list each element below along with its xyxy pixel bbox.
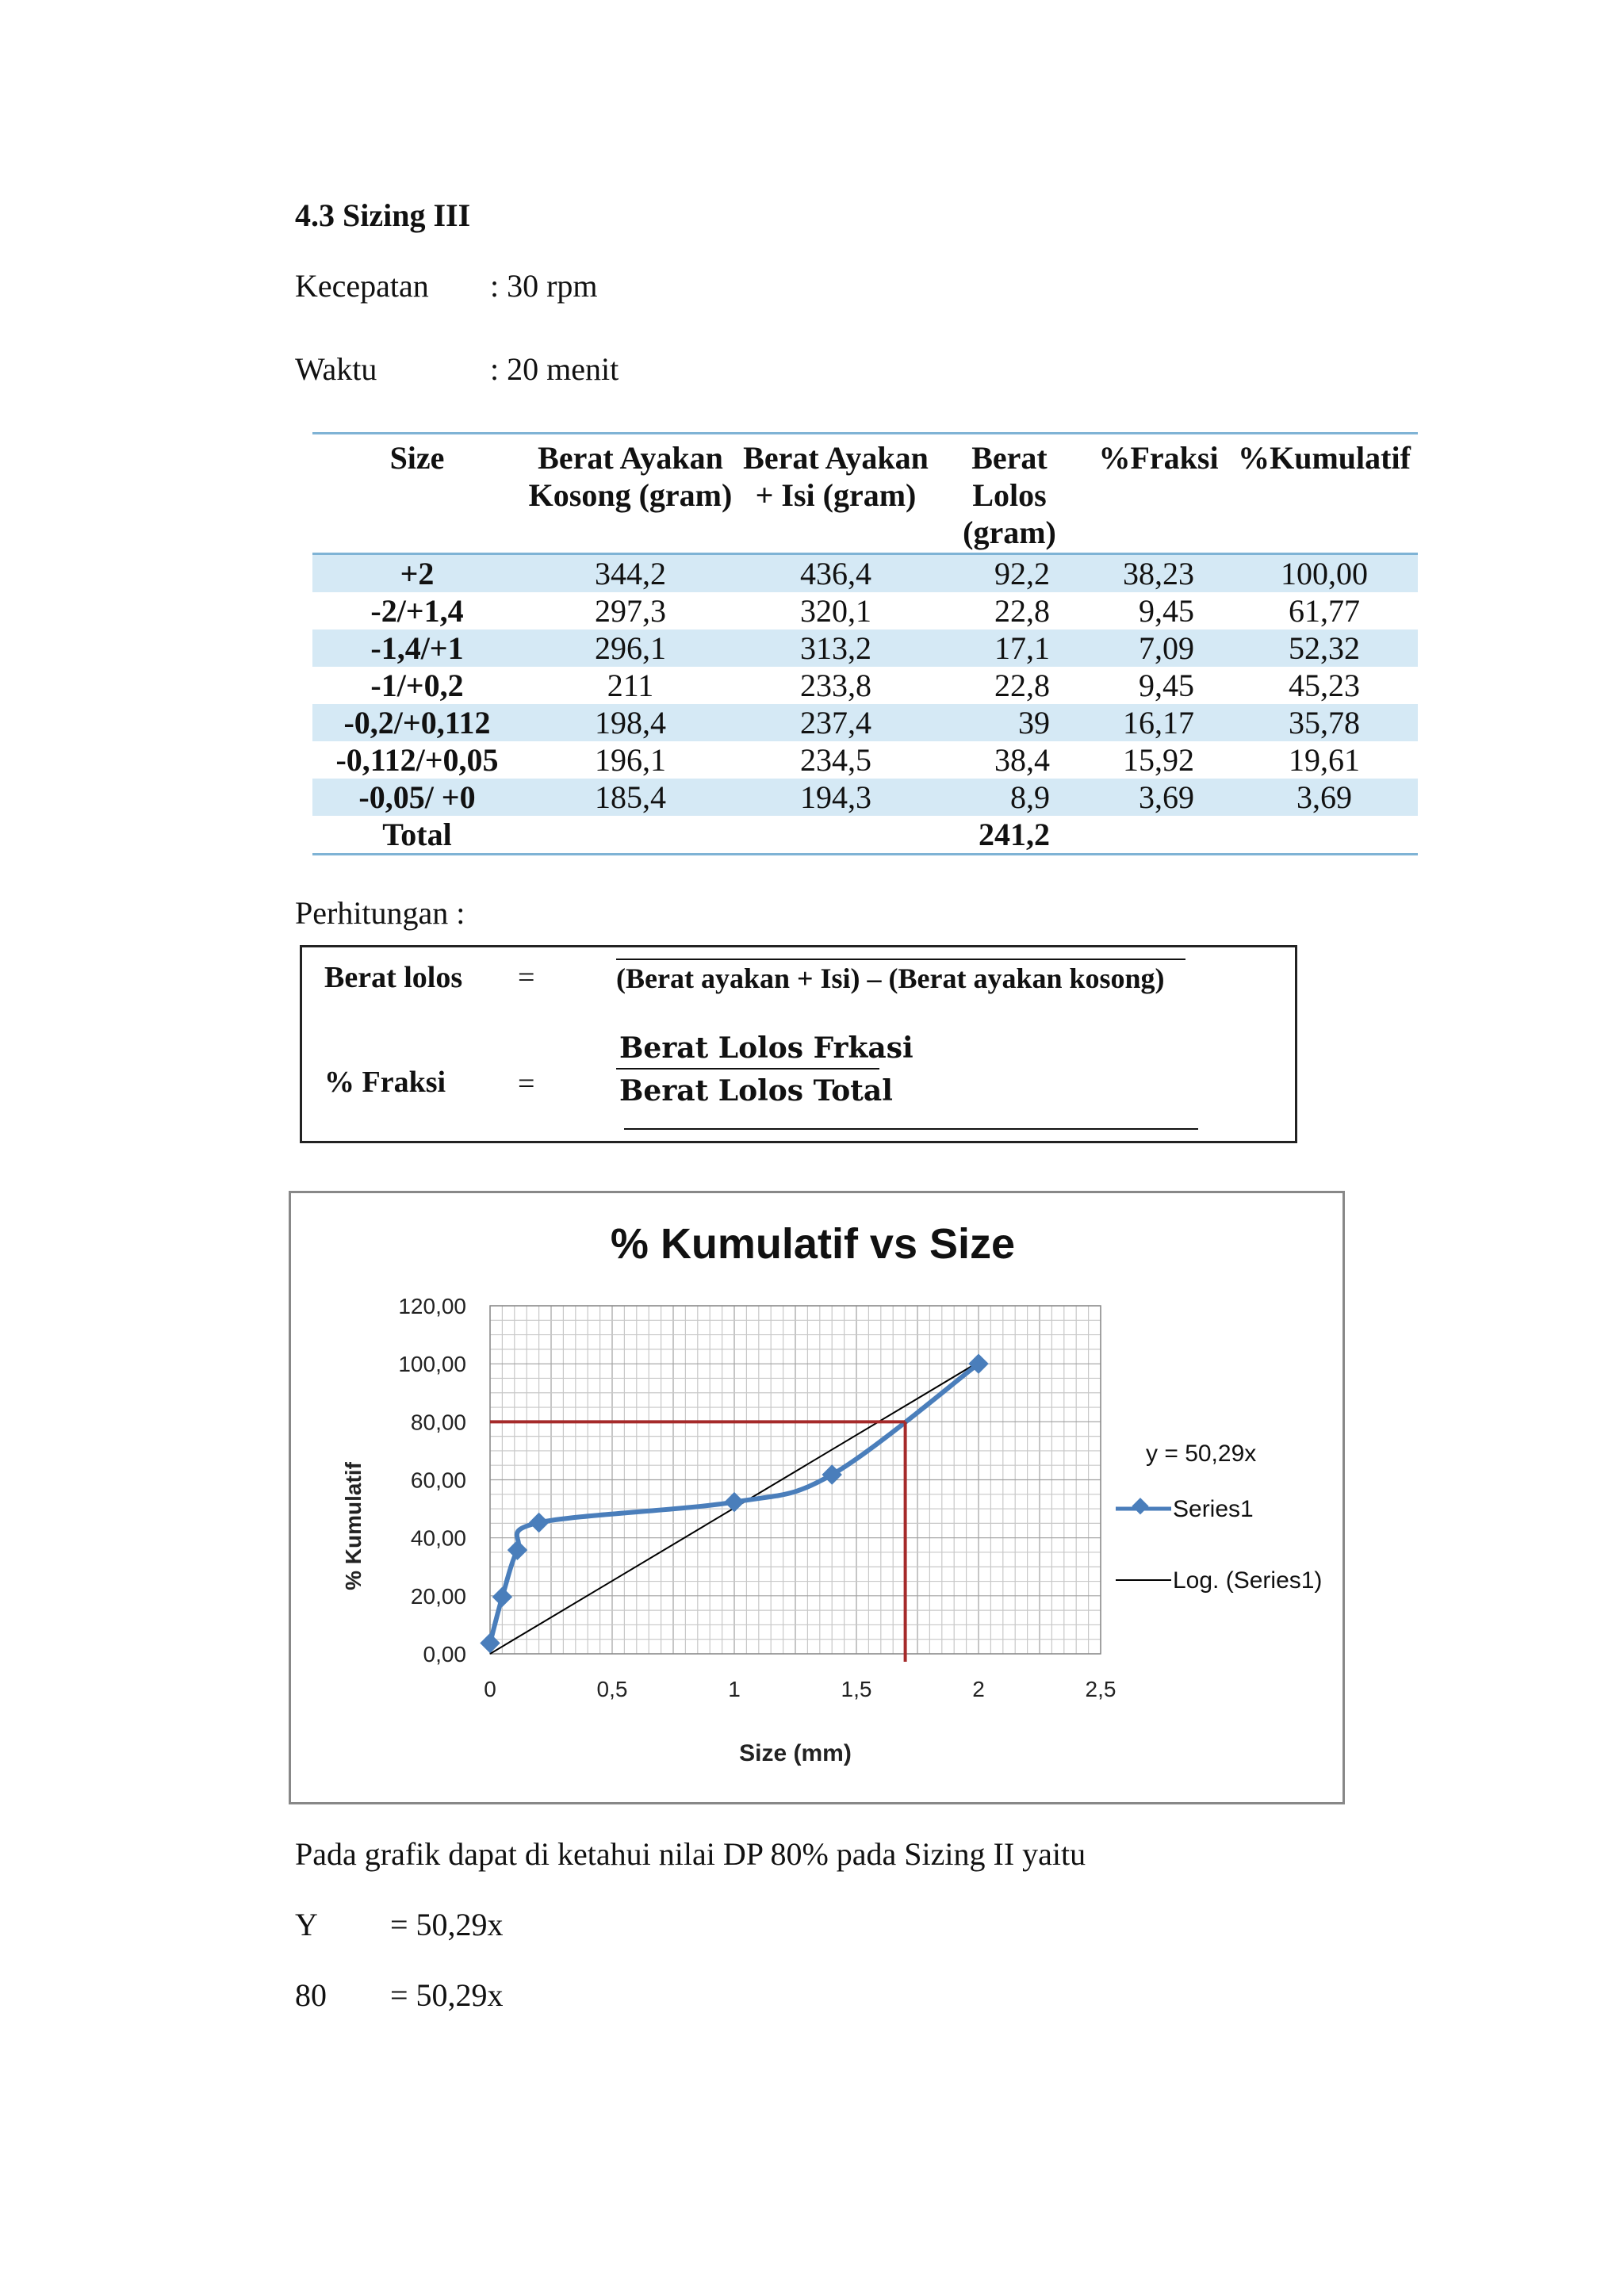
cell-fraksi: 15,92 bbox=[1123, 742, 1194, 778]
fraksi-equals: = bbox=[518, 1067, 535, 1100]
cell-isi: 234,5 bbox=[800, 742, 871, 778]
table-row bbox=[312, 592, 1418, 629]
cell-fraksi: 16,17 bbox=[1086, 704, 1231, 741]
fraksi-numerator: Berat Lolos Frkasi bbox=[619, 1031, 914, 1065]
chart-grid bbox=[490, 1306, 1101, 1654]
cell-kumulatif: 100,00 bbox=[1231, 554, 1418, 593]
berat-lolos-expression: (Berat ayakan + Isi) – (Berat ayakan kosong) bbox=[616, 962, 1165, 994]
cell-size: -1/+0,2 bbox=[370, 668, 464, 703]
fraksi-denominator: Berat Lolos Total bbox=[619, 1074, 893, 1108]
series1-marker bbox=[822, 1464, 841, 1484]
y-tick-label: 40,00 bbox=[410, 1525, 466, 1551]
formula-rule bbox=[616, 959, 1185, 960]
cell-kosong: 198,4 bbox=[522, 704, 739, 741]
equation-2-rhs: = 50,29x bbox=[390, 1977, 504, 2013]
x-tick-label: 2 bbox=[972, 1677, 985, 1701]
y-tick-label: 20,00 bbox=[410, 1583, 466, 1609]
cell-size: -0,2/+0,112 bbox=[312, 704, 522, 741]
x-tick-label: 2,5 bbox=[1085, 1677, 1116, 1701]
y-tick-label: 80,00 bbox=[410, 1410, 466, 1435]
cell-isi: 436,4 bbox=[739, 554, 933, 593]
table-row bbox=[312, 554, 1418, 593]
cell-isi: 237,4 bbox=[739, 704, 933, 741]
cell-kosong: 211 bbox=[607, 668, 654, 703]
cell-kumulatif: 35,78 bbox=[1231, 704, 1418, 741]
y-tick-label: 60,00 bbox=[410, 1468, 466, 1493]
cell-fraksi: 9,45 bbox=[1139, 593, 1194, 629]
cell-kumulatif: 19,61 bbox=[1289, 742, 1360, 778]
cell-isi: 320,1 bbox=[800, 593, 871, 629]
cell-empty bbox=[522, 816, 739, 855]
chart-legend bbox=[1116, 1496, 1322, 1594]
series1-marker bbox=[508, 1540, 527, 1559]
y-tick-label: 100,00 bbox=[398, 1352, 466, 1377]
table-row bbox=[312, 779, 1418, 816]
formula-box bbox=[300, 945, 1297, 1143]
conclusion-text: Pada grafik dapat di ketahui nilai DP 80% pada Sizing II yaitu bbox=[295, 1836, 1086, 1872]
legend-trendline-label: Log. (Series1) bbox=[1173, 1567, 1323, 1594]
table-row bbox=[312, 629, 1418, 667]
equation-2-lhs: 80 bbox=[295, 1977, 327, 2013]
x-tick-label: 0 bbox=[484, 1677, 496, 1701]
cell-lolos: 39 bbox=[933, 704, 1086, 741]
table-row bbox=[312, 741, 1418, 779]
header-berat-lolos: Berat Lolos (gram) bbox=[933, 434, 1086, 554]
cell-fraksi: 7,09 bbox=[1086, 629, 1231, 667]
cell-fraksi: 9,45 bbox=[1139, 668, 1194, 703]
berat-lolos-equals: = bbox=[518, 961, 535, 994]
section-heading: 4.3 Sizing III bbox=[295, 197, 471, 233]
header-berat-ayakan-kosong: Berat Ayakan Kosong (gram) bbox=[522, 434, 739, 554]
waktu-label: Waktu bbox=[295, 351, 377, 387]
y-axis-label: % Kumulatif bbox=[341, 1462, 366, 1590]
cell-size: -2/+1,4 bbox=[370, 593, 464, 629]
equation-1-lhs: Y bbox=[295, 1907, 318, 1942]
cell-fraksi: 3,69 bbox=[1086, 779, 1231, 816]
equation-label: y = 50,29x bbox=[1146, 1441, 1257, 1467]
cell-kosong: 344,2 bbox=[522, 554, 739, 593]
cell-lolos: 22,8 bbox=[994, 668, 1050, 703]
chart-title: % Kumulatif vs Size bbox=[610, 1220, 1016, 1268]
table-row bbox=[312, 704, 1418, 741]
x-tick-label: 1,5 bbox=[841, 1677, 872, 1701]
formula-rule bbox=[624, 1128, 1198, 1130]
cell-kumulatif: 52,32 bbox=[1231, 629, 1418, 667]
fraction-bar bbox=[616, 1068, 879, 1070]
table-row bbox=[312, 667, 1418, 704]
total-value: 241,2 bbox=[933, 816, 1086, 855]
cell-empty bbox=[739, 816, 933, 855]
cell-size: +2 bbox=[312, 554, 522, 593]
legend-series1-marker-icon bbox=[1132, 1498, 1148, 1514]
kumulatif-chart bbox=[291, 1193, 1342, 1802]
kecepatan-value: : 30 rpm bbox=[490, 268, 598, 304]
berat-lolos-label: Berat lolos bbox=[324, 961, 463, 994]
chart-frame bbox=[289, 1191, 1345, 1804]
cell-lolos: 22,8 bbox=[994, 593, 1050, 629]
cell-isi: 313,2 bbox=[739, 629, 933, 667]
kecepatan-label: Kecepatan bbox=[295, 268, 429, 304]
cell-lolos: 17,1 bbox=[933, 629, 1086, 667]
header-fraksi: %Fraksi bbox=[1086, 434, 1231, 554]
cell-empty bbox=[1086, 816, 1231, 855]
y-tick-label: 0,00 bbox=[423, 1642, 466, 1667]
cell-fraksi: 38,23 bbox=[1086, 554, 1231, 593]
fraksi-label: % Fraksi bbox=[324, 1066, 446, 1099]
series1-marker bbox=[529, 1513, 549, 1533]
cell-empty bbox=[1231, 816, 1418, 855]
cell-kumulatif: 61,77 bbox=[1289, 593, 1360, 629]
cell-lolos: 38,4 bbox=[994, 742, 1050, 778]
table-header-row bbox=[312, 434, 1418, 554]
table-total-row bbox=[312, 816, 1418, 855]
cell-size: -0,112/+0,05 bbox=[335, 742, 499, 778]
x-axis-label: Size (mm) bbox=[739, 1740, 852, 1766]
series1-marker bbox=[492, 1587, 512, 1607]
cell-kumulatif: 45,23 bbox=[1289, 668, 1360, 703]
legend-series1-label: Series1 bbox=[1173, 1496, 1254, 1522]
sizing-table bbox=[312, 432, 1418, 855]
cell-isi: 233,8 bbox=[800, 668, 871, 703]
cell-isi: 194,3 bbox=[739, 779, 933, 816]
y-tick-label: 120,00 bbox=[398, 1294, 466, 1318]
cell-kosong: 296,1 bbox=[522, 629, 739, 667]
cell-kumulatif: 3,69 bbox=[1231, 779, 1418, 816]
cell-size: -0,05/ +0 bbox=[312, 779, 522, 816]
x-tick-label: 1 bbox=[728, 1677, 741, 1701]
cell-size: -1,4/+1 bbox=[312, 629, 522, 667]
header-kumulatif: %Kumulatif bbox=[1231, 434, 1418, 554]
cell-lolos: 92,2 bbox=[933, 554, 1086, 593]
header-size: Size bbox=[312, 434, 522, 554]
cell-kosong: 196,1 bbox=[595, 742, 666, 778]
equation-1-rhs: = 50,29x bbox=[390, 1907, 504, 1942]
cell-kosong: 297,3 bbox=[595, 593, 666, 629]
total-label: Total bbox=[312, 816, 522, 855]
waktu-value: : 20 menit bbox=[490, 351, 619, 387]
x-tick-label: 0,5 bbox=[596, 1677, 628, 1701]
cell-lolos: 8,9 bbox=[933, 779, 1086, 816]
perhitungan-label: Perhitungan : bbox=[295, 895, 465, 931]
header-berat-ayakan-isi: Berat Ayakan + Isi (gram) bbox=[739, 434, 933, 554]
cell-kosong: 185,4 bbox=[522, 779, 739, 816]
